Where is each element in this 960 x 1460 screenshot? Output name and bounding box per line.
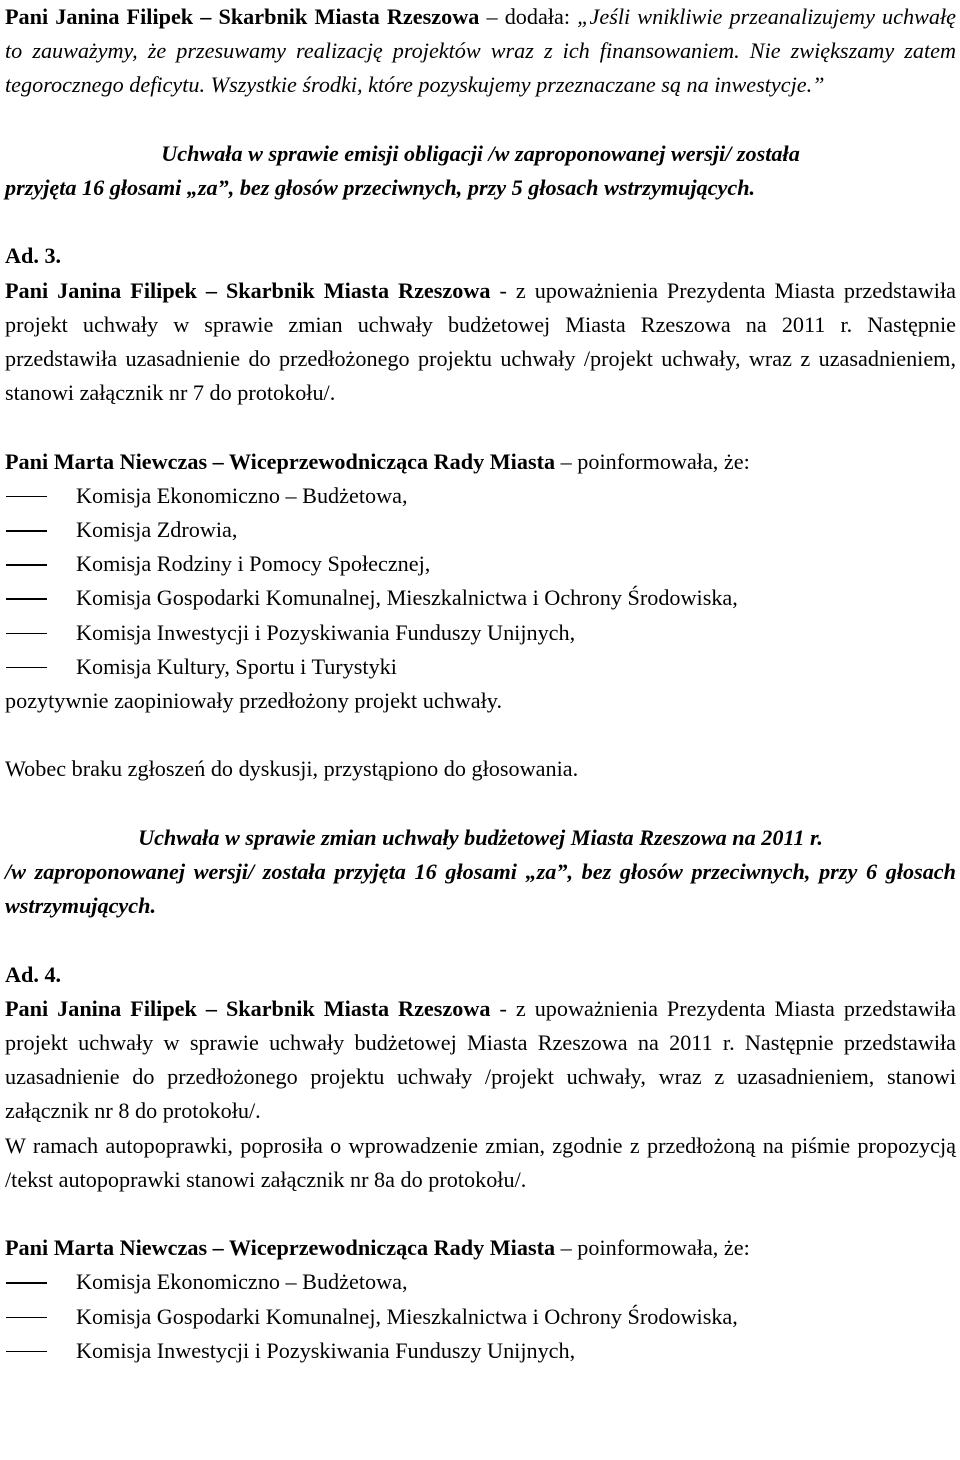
ad3-body: - z upoważnienia Prezydenta Miasta przedstawiła projekt uchwały w sprawie zmian uchwały budżetowej Miasta Rzeszowa na 2011 r. Następnie przedstawiła uzasadnienie do przedłożonego projektu uchwały /projekt uchwały, wraz z uzasadnieniem, stanowi załącznik nr 7 do protokołu/.: [5, 277, 956, 406]
speaker-name: Pani Janina Filipek – Skarbnik Miasta Rzeszowa: [5, 4, 480, 29]
ad4-presentation: [5, 992, 956, 1129]
resolution-bonds: [5, 137, 956, 205]
speaker-intro: – dodała:: [479, 4, 578, 29]
resolution-rest: /w zaproponowanej wersji/ została przyjęta 16 głosami „za”, bez głosów przeciwnych, przy 6 głosach wstrzymujących.: [5, 859, 956, 919]
resolution-line-2: przyjęta 16 głosami „za”, bez głosów przeciwnych, przy 5 głosach wstrzymujących.: [5, 175, 756, 200]
committees-conclusion: pozytywnie zaopiniowały przedłożony projekt uchwały.: [5, 688, 503, 714]
treasurer-statement: [5, 0, 956, 103]
list-item: Komisja Rodziny i Pomocy Społecznej,: [5, 547, 956, 581]
spacer: [5, 718, 956, 752]
list-item: Komisja Ekonomiczno – Budżetowa,: [5, 479, 956, 513]
resolution-line-1: Uchwała w sprawie emisji obligacji /w zaproponowanej wersji/ została: [161, 140, 800, 166]
speaker-quote: „Jeśli wnikliwie przeanalizujemy uchwałę to zauważymy, że przesuwamy realizację projektów wraz z ich finansowaniem. Nie zwiększamy zatem tegorocznego deficytu. Wszystkie środki, które pozyskujemy przeznaczane są na inwestycje.”: [5, 4, 956, 98]
list-item: Komisja Ekonomiczno – Budżetowa,: [5, 1265, 956, 1299]
spacer: [5, 205, 956, 239]
agenda-heading-ad4: Ad. 4.: [5, 961, 62, 987]
committees-intro: [5, 1231, 956, 1265]
resolution-budget-changes: [5, 821, 956, 924]
spacer: [5, 787, 956, 821]
info-speaker: Pani Marta Niewczas – Wiceprzewodnicząca Rady Miasta: [5, 448, 556, 474]
committee-list: [5, 1265, 956, 1368]
info-suffix: – poinformowała, że:: [555, 448, 750, 474]
committee-list: [5, 479, 956, 684]
list-item: Komisja Gospodarki Komunalnej, Mieszkalnictwa i Ochrony Środowiska,: [5, 1300, 956, 1334]
info-speaker: Pani Marta Niewczas – Wiceprzewodnicząca Rady Miasta: [5, 1235, 556, 1261]
ad4-body: - z upoważnienia Prezydenta Miasta przedstawiła projekt uchwały w sprawie uchwały budżetowej Miasta Rzeszowa na 2011 r. Następnie przedstawiła uzasadnienie do przedłożonego projektu uchwały /projekt uchwały, wraz z uzasadnieniem, stanowi załącznik nr 8 do protokołu/.: [5, 995, 956, 1124]
list-item: Komisja Inwestycji i Pozyskiwania Funduszy Unijnych,: [5, 616, 956, 650]
spacer: [5, 103, 956, 137]
agenda-heading-ad3: Ad. 3.: [5, 243, 62, 269]
list-item: Komisja Inwestycji i Pozyskiwania Funduszy Unijnych,: [5, 1334, 956, 1368]
speaker-name: Pani Janina Filipek – Skarbnik Miasta Rzeszowa: [5, 995, 491, 1021]
resolution-line-1: Uchwała w sprawie zmian uchwały budżetowej Miasta Rzeszowa na 2011 r.: [138, 824, 823, 850]
committees-intro: [5, 445, 956, 479]
speaker-name: Pani Janina Filipek – Skarbnik Miasta Rzeszowa: [5, 277, 491, 303]
list-item: Komisja Kultury, Sportu i Turystyki: [5, 650, 956, 684]
info-suffix: – poinformowała, że:: [555, 1235, 750, 1261]
list-item: Komisja Gospodarki Komunalnej, Mieszkalnictwa i Ochrony Środowiska,: [5, 581, 956, 615]
no-discussion-note: Wobec braku zgłoszeń do dyskusji, przystąpiono do głosowania.: [5, 756, 579, 782]
list-item: Komisja Zdrowia,: [5, 513, 956, 547]
ad4-autopoprawka: W ramach autopoprawki, poprosiła o wprowadzenie zmian, zgodnie z przedłożoną na piśmie propozycją /tekst autopoprawki stanowi załącznik nr 8a do protokołu/.: [5, 1132, 956, 1192]
document-page: [5, 0, 956, 1368]
spacer: [5, 923, 956, 957]
ad3-presentation: [5, 274, 956, 411]
spacer: [5, 410, 956, 444]
spacer: [5, 1197, 956, 1231]
